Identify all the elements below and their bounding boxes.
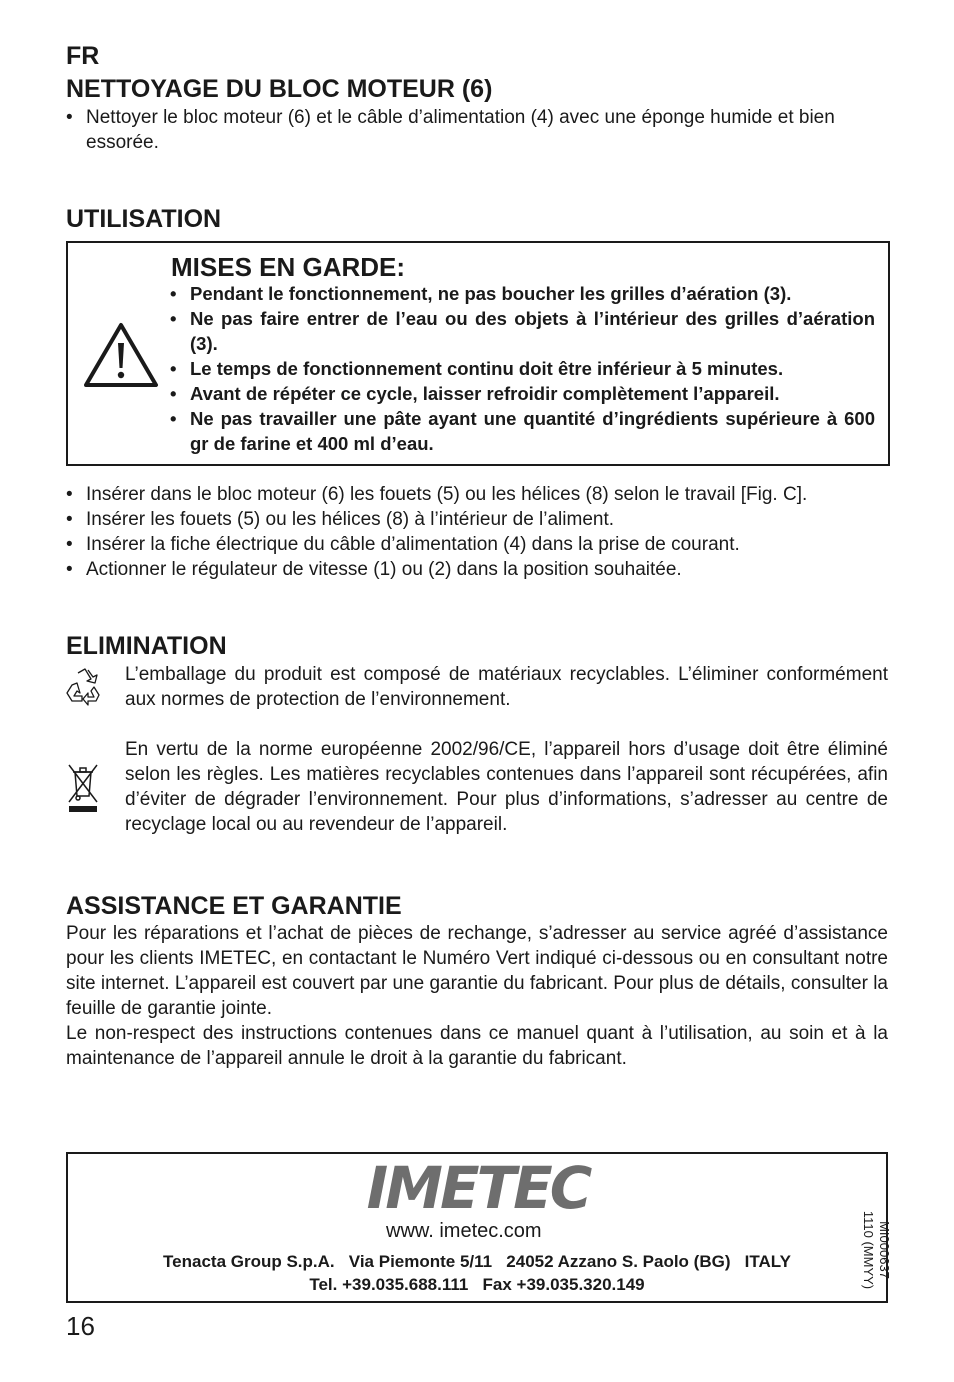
usage-step: • Actionner le régulateur de vitesse (1) ou (2) dans la position souhaitée. — [66, 557, 888, 582]
usage-step: • Insérer la fiche électrique du câble d’alimentation (4) dans la prise de courant. — [66, 532, 888, 557]
usage-step: • Insérer dans le bloc moteur (6) les fouets (5) ou les hélices (8) selon le travail [Fig. C]. — [66, 482, 888, 507]
warning-item: • Pendant le fonctionnement, ne pas boucher les grilles d’aération (3). — [170, 281, 875, 306]
disposal-paragraph-packaging: L’emballage du produit est composé de matériaux recyclables. L’éliminer conformément aux normes de protection de l’environnement. — [125, 664, 888, 710]
warning-item: • Le temps de fonctionnement continu doit être inférieur à 5 minutes. — [170, 356, 875, 381]
section-title-warranty: ASSISTANCE ET GARANTIE — [66, 892, 402, 920]
warning-item: • Ne pas faire entrer de l’eau ou des objets à l’intérieur des grilles d’aération (3). — [170, 306, 875, 356]
document-code — [856, 1190, 892, 1310]
language-code: FR — [66, 42, 100, 70]
company-address: Tenacta Group S.p.A. Via Piemonte 5/11 24052 Azzano S. Paolo (BG) ITALY — [163, 1252, 791, 1271]
page-number: 16 — [66, 1311, 95, 1341]
warranty-paragraph-conditions: Le non-respect des instructions contenues dans ce manuel quant à l’utilisation, au soin et à la maintenance de l’appareil annule le droit à la garantie du fabricant. — [66, 1023, 888, 1069]
warning-title: MISES EN GARDE: — [171, 252, 406, 282]
crossed-bin-icon — [66, 762, 100, 814]
document-code-line-1: MI000637 — [877, 1221, 892, 1279]
section-title-disposal: ELIMINATION — [66, 632, 227, 660]
usage-step: • Insérer les fouets (5) ou les hélices (8) à l’intérieur de l’aliment. — [66, 507, 888, 532]
imetec-logo: IMETEC — [366, 1154, 590, 1222]
warning-triangle-icon — [82, 321, 160, 389]
website-link[interactable]: www. imetec.com — [386, 1220, 542, 1242]
disposal-paragraph-weee: En vertu de la norme européenne 2002/96/CE, l’appareil hors d’usage doit être éliminé selon les règles. Les matières recyclables contenues dans l’appareil sont récupérées, afin d’éviter de dégrader l’environnement. Pour plus d’informations, s’adresser au centre de recyclage local ou au revendeur de l’appareil. — [125, 739, 888, 835]
warranty-paragraph-service: Pour les réparations et l’achat de pièces de rechange, s’adresser au service agréé d’assistance pour les clients IMETEC, en contactant le Numéro Vert indiqué ci-dessous ou en consultant notre site internet. L’appareil est couvert par une garantie du fabricant. Pour plus de détails, consulter la feuille de garantie jointe. — [66, 923, 888, 1019]
recycle-icon — [64, 667, 106, 707]
warning-item: • Ne pas travailler une pâte ayant une quantité d’ingrédients supérieure à 600 gr de farine et 400 ml d’eau. — [170, 406, 875, 456]
warning-item: • Avant de répéter ce cycle, laisser refroidir complètement l’appareil. — [170, 381, 875, 406]
document-code-line-2: 1110 (MMYY) — [861, 1210, 876, 1290]
section-title-cleaning: NETTOYAGE DU BLOC MOTEUR (6) — [66, 75, 493, 103]
cleaning-bullet: • Nettoyer le bloc moteur (6) et le câble d’alimentation (4) avec une éponge humide et bien essorée. — [66, 105, 888, 155]
company-phone: Tel. +39.035.688.111 Fax +39.035.320.149 — [309, 1275, 645, 1294]
section-title-usage: UTILISATION — [66, 205, 222, 233]
